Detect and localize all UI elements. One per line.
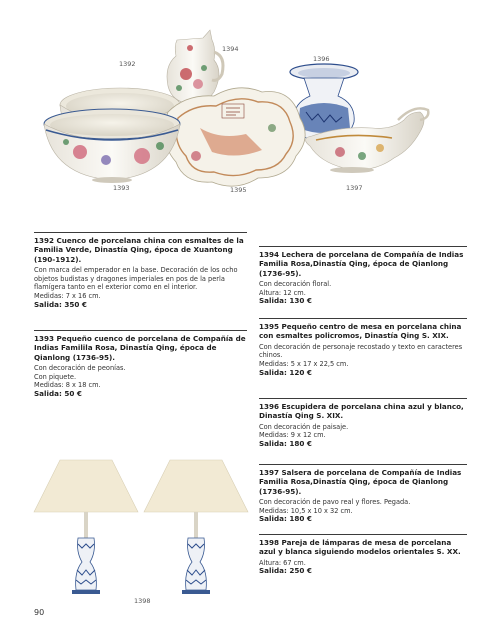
- lot-line: Con marca del emperador en la base. Decoración de los ocho objetos budistas y dragones imperiales en pos de la perla flamígera tanto en el exterior como en el interior.: [34, 266, 238, 292]
- lot-1392: [34, 236, 247, 309]
- lamp-right: [144, 460, 248, 594]
- lot-1394: [259, 250, 467, 306]
- photo-label-1394: 1394: [222, 45, 239, 53]
- lot-title: 1398 Pareja de lámparas de mesa de porcelana azul y blanca siguiendo modelos orientales S. XX.: [259, 538, 461, 557]
- page-number: 90: [34, 608, 45, 617]
- lot-line: Con decoración de peonías.: [34, 364, 126, 373]
- photo-label-1395: 1395: [230, 186, 247, 194]
- rule-1397: [259, 464, 467, 465]
- lot-description: [259, 423, 467, 440]
- rule-1395: [259, 318, 467, 319]
- rule-1398: [259, 534, 467, 535]
- rule-1396: [259, 398, 467, 399]
- lot-price: Salida: 180 €: [259, 439, 312, 448]
- lot-title: 1395 Pequeño centro de mesa en porcelana china con esmaltes policromos, Dinastía Qing S. XIX.: [259, 322, 462, 341]
- lot-1393: [34, 334, 247, 399]
- lot-line: Medidas: 7 x 16 cm.: [34, 292, 101, 300]
- lot-title: 1394 Lechera de porcelana de Compañía de Indias Familia Rosa,Dinastía Qing, época de Qianlong (1736-95).: [259, 250, 464, 278]
- lot-price: Salida: 50 €: [34, 389, 82, 398]
- lot-description: [259, 280, 467, 297]
- lot-description: [259, 498, 467, 515]
- lot-line: Con decoración de paisaje.: [259, 422, 349, 431]
- lamps-photo: [30, 420, 250, 605]
- lot-description: [34, 266, 247, 300]
- photo-label-1393: 1393: [113, 184, 130, 192]
- lot-description: [259, 343, 467, 369]
- lot-title: 1396 Escupidera de porcelana china azul y blanco, Dinastía Qing S. XIX.: [259, 402, 464, 421]
- dish-1395: [164, 88, 305, 186]
- bowl-1393: [44, 109, 180, 183]
- lot-line: Con decoración de personaje recostado y texto en caracteres chinos.: [259, 342, 463, 360]
- lot-1398: [259, 538, 467, 576]
- lot-price: Salida: 130 €: [259, 296, 312, 306]
- lot-title: 1397 Salsera de porcelana de Compañía de Indias Familia Rosa,Dinastía Qing, época de Qianlong (1736-95).: [259, 468, 462, 496]
- rule-1394: [259, 246, 467, 247]
- photo-label-1398: 1398: [134, 597, 151, 605]
- lot-price: Salida: 120 €: [259, 367, 312, 377]
- lot-title: 1392 Cuenco de porcelana china con esmaltes de la Familia Verde, Dinastía Qing, época de Xuantong (190-1912).: [34, 236, 244, 264]
- lamp-left: [34, 460, 138, 594]
- lot-title: 1393 Pequeño cuenco de porcelana de Compañía de Indias Familila Rosa, Dinastía Qing, época de Qianlong (1736-95).: [34, 334, 246, 362]
- photo-label-1397: 1397: [346, 184, 363, 192]
- lot-line: Medidas: 10,5 x 10 x 32 cm.: [259, 506, 353, 515]
- porcelain-photo: [0, 0, 498, 230]
- jug-1394: [167, 30, 223, 104]
- lot-line: Medidas: 5 x 17 x 22,5 cm.: [259, 360, 349, 368]
- lot-price: Salida: 250 €: [259, 566, 312, 576]
- lot-1396: [259, 402, 467, 449]
- photo-label-1392: 1392: [119, 60, 136, 68]
- lot-description: [34, 364, 247, 390]
- lot-1397: [259, 468, 467, 524]
- lot-price: Salida: 350 €: [34, 299, 87, 309]
- lot-line: Con piquete.: [34, 372, 77, 381]
- lot-line: Medidas: 9 x 12 cm.: [259, 431, 326, 440]
- lot-line: Altura: 67 cm.: [259, 558, 306, 567]
- lot-line: Medidas: 8 x 18 cm.: [34, 381, 101, 390]
- lot-line: Con decoración de pavo real y flores. Pegada.: [259, 498, 411, 507]
- lot-line: Altura: 12 cm.: [259, 288, 306, 297]
- lot-line: Con decoración floral.: [259, 280, 332, 289]
- lot-1395: [259, 322, 467, 377]
- photo-label-1396: 1396: [313, 55, 330, 63]
- lot-price: Salida: 180 €: [259, 514, 312, 524]
- rule-1393: [34, 330, 247, 331]
- rule-1392: [34, 232, 247, 233]
